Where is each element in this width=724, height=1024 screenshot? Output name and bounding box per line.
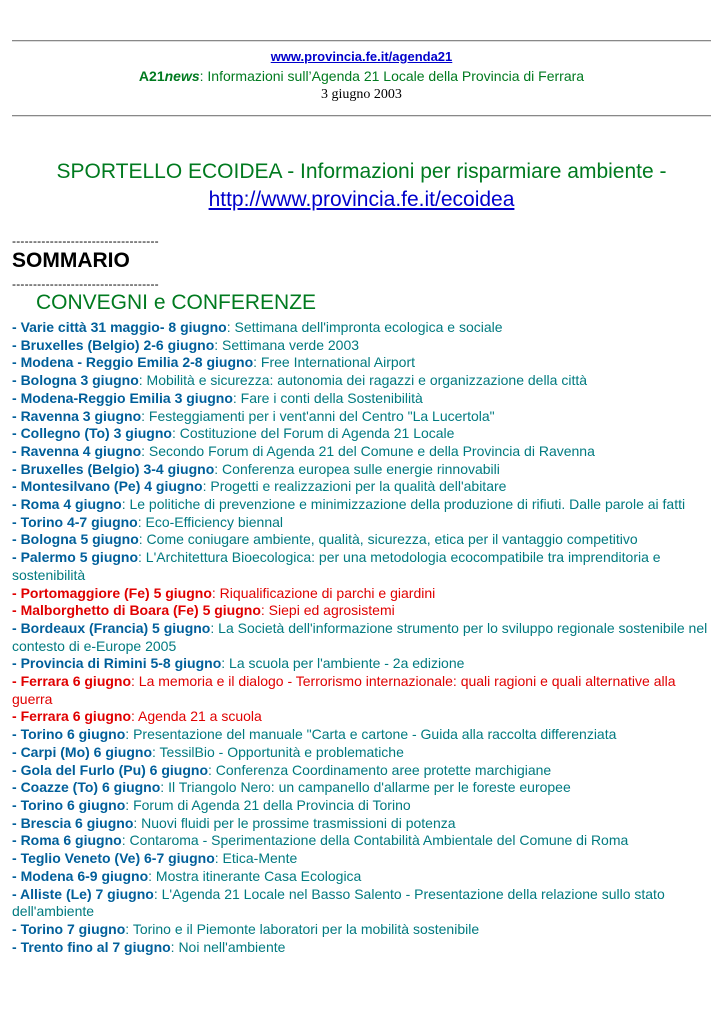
event-title: : Forum di Agenda 21 della Provincia di Torino xyxy=(125,796,411,813)
event-place-date: Palermo 5 giugno xyxy=(20,549,139,566)
bullet-dash: - xyxy=(12,549,21,566)
event-place-date: Ravenna 4 giugno xyxy=(20,442,142,459)
event-item[interactable] xyxy=(12,585,712,603)
bullet-dash: - xyxy=(12,619,21,636)
event-item[interactable] xyxy=(12,602,712,620)
event-place-date: Bordeaux (Francia) 5 giugno xyxy=(20,619,211,636)
event-title: : Free International Airport xyxy=(253,354,416,371)
bullet-dash: - xyxy=(12,602,21,619)
event-item[interactable] xyxy=(12,815,712,833)
issue-date: 3 giugno 2003 xyxy=(321,87,402,102)
event-item[interactable] xyxy=(12,762,712,780)
brand-prefix: A21 xyxy=(138,68,165,84)
bullet-dash: - xyxy=(12,460,21,477)
bullet-dash: - xyxy=(12,513,21,530)
event-place-date: Bruxelles (Belgio) 3-4 giugno xyxy=(20,460,215,477)
bullet-dash: - xyxy=(12,814,21,831)
event-item[interactable] xyxy=(12,354,712,372)
event-title: : Siepi ed agrosistemi xyxy=(260,602,395,619)
bullet-dash: - xyxy=(12,319,21,335)
event-title: : Agenda 21 a scuola xyxy=(131,708,262,725)
subtitle-text: : Informazioni sull’Agenda 21 Locale della Provincia di Ferrara xyxy=(199,68,585,84)
bullet-dash: - xyxy=(12,850,21,867)
event-place-date: Bologna 5 giugno xyxy=(20,531,139,548)
event-place-date: Provincia di Rimini 5-8 giugno xyxy=(20,655,222,672)
event-place-date: Torino 6 giugno xyxy=(20,726,126,743)
event-item[interactable] xyxy=(12,744,712,762)
bullet-dash: - xyxy=(12,584,21,601)
event-item[interactable] xyxy=(12,319,712,337)
event-item[interactable] xyxy=(12,620,712,655)
bullet-dash: - xyxy=(12,726,21,743)
bullet-dash: - xyxy=(12,779,21,796)
event-title: : Secondo Forum di Agenda 21 del Comune e della Provincia di Ravenna xyxy=(141,442,595,459)
event-place-date: Ravenna 3 giugno xyxy=(20,407,142,424)
event-title: : Conferenza europea sulle energie rinnovabili xyxy=(214,460,500,477)
event-title: : Mobilità e sicurezza: autonomia dei ragazzi e organizzazione della città xyxy=(138,372,588,389)
event-place-date: Torino 4-7 giugno xyxy=(20,513,138,530)
header-rule xyxy=(12,115,711,117)
event-place-date: Trento fino al 7 giugno xyxy=(20,938,171,955)
bullet-dash: - xyxy=(12,885,21,902)
bullet-dash: - xyxy=(12,372,21,389)
event-title: : Costituzione del Forum di Agenda 21 Locale xyxy=(171,425,455,442)
brand-suffix: news xyxy=(164,68,200,84)
bullet-dash: - xyxy=(12,389,21,406)
event-place-date: Modena 6-9 giugno xyxy=(20,867,149,884)
section-heading: CONVEGNI e CONFERENZE xyxy=(36,291,317,314)
event-item[interactable] xyxy=(12,673,712,708)
bullet-dash: - xyxy=(12,442,21,459)
event-item[interactable] xyxy=(12,478,712,496)
event-place-date: Bologna 3 giugno xyxy=(20,372,139,389)
event-place-date: Coazze (To) 6 giugno xyxy=(20,779,161,796)
bullet-dash: - xyxy=(12,708,21,725)
event-title: : La Società dell'informazione strumento per lo sviluppo regionale sostenibile nel contesto di e-Europe 2005 xyxy=(12,619,708,654)
bullet-dash: - xyxy=(12,425,21,442)
event-item[interactable] xyxy=(12,496,712,514)
event-title: : L'Agenda 21 Locale nel Basso Salento - Presentazione della relazione sullo stato dell'ambiente xyxy=(12,885,665,920)
event-item[interactable] xyxy=(12,461,712,479)
event-title: : L'Architettura Bioecologica: per una metodologia ecocompatibile tra imprenditoria e sostenibilità xyxy=(12,549,661,583)
event-title: : Presentazione del manuale "Carta e cartone - Guida alla raccolta differenziata xyxy=(125,726,617,743)
event-list xyxy=(12,319,712,956)
bullet-dash: - xyxy=(12,407,21,424)
event-item[interactable] xyxy=(12,443,712,461)
event-title: : Contaroma - Sperimentazione della Contabilità Ambientale del Comune di Roma xyxy=(121,832,629,849)
bullet-dash: - xyxy=(12,867,21,884)
event-item[interactable] xyxy=(12,708,712,726)
event-place-date: Modena-Reggio Emilia 3 giugno xyxy=(20,389,233,406)
event-place-date: Portomaggiore (Fe) 5 giugno xyxy=(20,584,212,601)
sommario-heading: SOMMARIO xyxy=(12,249,130,272)
event-item[interactable] xyxy=(12,337,712,355)
event-title: : TessilBio - Opportunità e problematiche xyxy=(152,743,404,760)
event-place-date: Bruxelles (Belgio) 2-6 giugno xyxy=(20,336,215,353)
event-title: : Conferenza Coordinamento aree protette marchigiane xyxy=(208,761,552,778)
event-place-date: Montesilvano (Pe) 4 giugno xyxy=(20,478,203,495)
event-item[interactable] xyxy=(12,425,712,443)
event-place-date: Roma 4 giugno xyxy=(20,496,122,513)
event-place-date: Roma 6 giugno xyxy=(20,832,122,849)
event-place-date: Brescia 6 giugno xyxy=(20,814,134,831)
event-title: : Il Triangolo Nero: un campanello d'allarme per le foreste europee xyxy=(160,779,571,796)
event-item[interactable] xyxy=(12,531,712,549)
event-place-date: Gola del Furlo (Pu) 6 giugno xyxy=(20,761,208,778)
event-item[interactable] xyxy=(12,408,712,426)
bullet-dash: - xyxy=(12,478,21,495)
agenda21-link[interactable]: www.provincia.fe.it/agenda21 xyxy=(270,49,453,64)
event-item[interactable] xyxy=(12,549,712,584)
event-place-date: Torino 6 giugno xyxy=(20,796,126,813)
event-title: : Mostra itinerante Casa Ecologica xyxy=(148,867,362,884)
event-title: : La scuola per l'ambiente - 2a edizione xyxy=(221,655,465,672)
event-title: : Fare i conti della Sostenibilità xyxy=(232,389,423,406)
bullet-dash: - xyxy=(12,655,21,672)
event-title: : Come coniugare ambiente, qualità, sicurezza, etica per il vantaggio competitivo xyxy=(138,531,638,548)
newsletter-header xyxy=(12,48,711,104)
event-title: : Noi nell'ambiente xyxy=(170,938,286,955)
ecoidea-link[interactable]: http://www.provincia.fe.it/ecoidea xyxy=(208,188,515,211)
event-title: : Etica-Mente xyxy=(214,850,298,867)
event-place-date: Teglio Veneto (Ve) 6-7 giugno xyxy=(20,850,215,867)
separator-bottom: ----------------------------------- xyxy=(12,277,159,291)
event-item[interactable] xyxy=(12,779,712,797)
bullet-dash: - xyxy=(12,796,21,813)
event-place-date: Collegno (To) 3 giugno xyxy=(20,425,172,442)
event-title: : Festeggiamenti per i vent'anni del Centro "La Lucertola" xyxy=(141,407,495,424)
event-title: : Settimana dell'impronta ecologica e sociale xyxy=(226,319,503,335)
bullet-dash: - xyxy=(12,531,21,548)
banner-title: SPORTELLO ECOIDEA - Informazioni per risparmiare ambiente - xyxy=(56,160,667,183)
event-item[interactable] xyxy=(12,655,712,673)
separator-top: ----------------------------------- xyxy=(12,234,159,248)
bullet-dash: - xyxy=(12,938,21,955)
bullet-dash: - xyxy=(12,336,21,353)
event-item[interactable] xyxy=(12,372,712,390)
bullet-dash: - xyxy=(12,920,21,937)
event-title: : La memoria e il dialogo - Terrorismo internazionale: quali ragioni e quali alternative alla guerra xyxy=(12,673,676,707)
event-title: : Progetti e realizzazioni per la qualità dell'abitare xyxy=(202,478,507,495)
event-item[interactable] xyxy=(12,939,712,957)
event-title: : Riqualificazione di parchi e giardini xyxy=(211,584,436,601)
event-item[interactable] xyxy=(12,797,712,815)
bullet-dash: - xyxy=(12,496,21,513)
event-item[interactable] xyxy=(12,390,712,408)
event-title: : Eco-Efficiency biennal xyxy=(137,513,283,530)
event-item[interactable] xyxy=(12,726,712,744)
event-place-date: Alliste (Le) 7 giugno xyxy=(20,885,154,902)
event-item[interactable] xyxy=(12,868,712,886)
bullet-dash: - xyxy=(12,832,21,849)
event-item[interactable] xyxy=(12,886,712,921)
event-place-date: Malborghetto di Boara (Fe) 5 giugno xyxy=(20,602,261,619)
bullet-dash: - xyxy=(12,761,21,778)
bullet-dash: - xyxy=(12,354,21,371)
event-place-date: Carpi (Mo) 6 giugno xyxy=(20,743,152,760)
event-item[interactable] xyxy=(12,850,712,868)
event-place-date: Varie città 31 maggio- 8 giugno xyxy=(20,319,227,335)
event-place-date: Ferrara 6 giugno xyxy=(20,708,132,725)
event-title: : Torino e il Piemonte laboratori per la mobilità sostenibile xyxy=(125,920,480,937)
bullet-dash: - xyxy=(12,673,21,690)
event-place-date: Ferrara 6 giugno xyxy=(20,673,132,690)
event-item[interactable] xyxy=(12,921,712,939)
event-place-date: Modena - Reggio Emilia 2-8 giugno xyxy=(20,354,254,371)
event-place-date: Torino 7 giugno xyxy=(20,920,126,937)
top-rule xyxy=(12,40,711,42)
event-item[interactable] xyxy=(12,514,712,532)
event-title: : Settimana verde 2003 xyxy=(214,336,360,353)
newsletter-subtitle xyxy=(12,66,711,86)
event-title: : Le politiche di prevenzione e minimizzazione della produzione di rifiuti. Dalle parole ai fatti xyxy=(121,496,686,513)
event-title: : Nuovi fluidi per le prossime trasmissioni di potenza xyxy=(133,814,456,831)
bullet-dash: - xyxy=(12,743,21,760)
ecoidea-banner xyxy=(12,158,711,214)
event-item[interactable] xyxy=(12,832,712,850)
